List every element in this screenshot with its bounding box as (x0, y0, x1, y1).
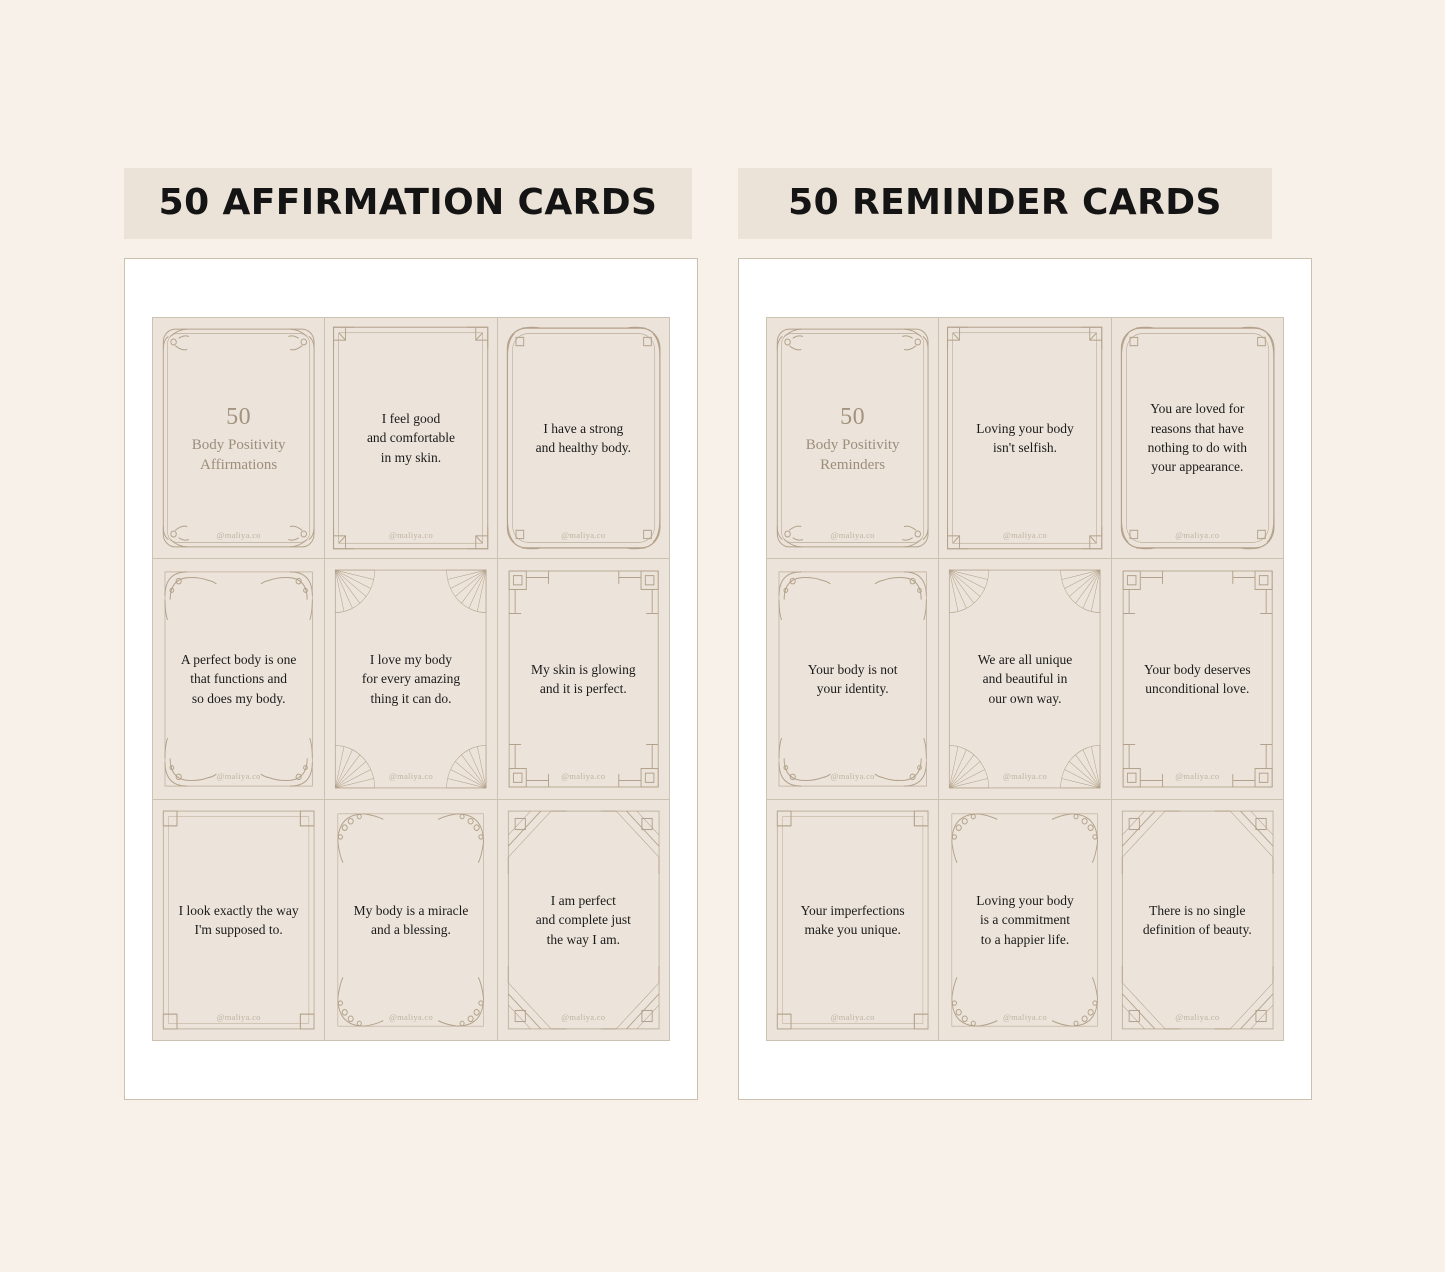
card-quote-line: and comfortable (366, 430, 456, 446)
watermark: @maliya.co (216, 530, 261, 540)
watermark: @maliya.co (1175, 771, 1220, 781)
card-quote-line: the way I am. (546, 931, 621, 947)
card-quote-line: reasons that have (1150, 420, 1244, 436)
card-quote-line: There is no single (1149, 902, 1246, 918)
cover-card (767, 318, 938, 558)
card-quote-line: and beautiful in (982, 671, 1068, 687)
card-quote-line: I'm supposed to. (194, 922, 283, 937)
watermark: @maliya.co (1002, 771, 1048, 781)
affirmation-card (498, 559, 669, 799)
card-quote-line: We are all unique (977, 652, 1073, 668)
card-quote-text (1129, 901, 1266, 940)
card-quote-line: Your body is not (807, 661, 898, 677)
card-quote-text (962, 891, 1088, 949)
watermark: @maliya.co (830, 530, 875, 540)
affirmation-card (325, 800, 496, 1040)
card-quote-line: I love my body (369, 652, 453, 668)
watermark: @maliya.co (1175, 1012, 1220, 1022)
card-quote-line: Loving your body (976, 893, 1074, 909)
card-quote-line: I have a strong (543, 420, 624, 436)
watermark: @maliya.co (216, 1012, 261, 1022)
watermark: @maliya.co (561, 771, 606, 781)
card-quote-line: My skin is glowing (531, 661, 636, 677)
card-quote-text (522, 419, 645, 458)
card-quote-line: isn't selfish. (993, 440, 1057, 455)
watermark: @maliya.co (388, 771, 434, 781)
card-quote-text (348, 650, 474, 708)
card-quote-line: I am perfect (550, 893, 616, 909)
affirmation-card (1112, 800, 1283, 1040)
card-quote-text (787, 901, 919, 940)
panel-affirmation-cards (124, 168, 704, 1100)
card-quote-line: make you unique. (804, 922, 901, 937)
card-sheet-affirmations (124, 258, 698, 1100)
card-grid-reminders (766, 317, 1284, 1041)
card-quote-text (522, 891, 645, 949)
affirmation-card (498, 318, 669, 558)
card-quote-text (167, 650, 310, 708)
card-quote-text (1134, 399, 1261, 476)
affirmation-card (153, 559, 324, 799)
card-quote-line: My body is a miracle (353, 902, 469, 918)
card-sheet-reminders (738, 258, 1312, 1100)
card-quote-line: thing it can do. (370, 690, 452, 706)
card-quote-line: and complete just (535, 912, 631, 928)
affirmation-card (325, 318, 496, 558)
card-quote-line: so does my body. (191, 690, 286, 706)
card-quote-line: and a blessing. (371, 922, 451, 937)
affirmation-card (325, 559, 496, 799)
cover-card-number: 50 (840, 403, 866, 430)
card-quote-line: You are loved for (1150, 401, 1245, 417)
panel-reminder-cards (738, 168, 1318, 1100)
watermark: @maliya.co (1175, 530, 1220, 540)
watermark: @maliya.co (830, 1012, 875, 1022)
card-quote-line: definition of beauty. (1142, 922, 1252, 937)
card-quote-line: that functions and (190, 671, 288, 687)
card-quote-line: nothing to do with (1147, 440, 1248, 455)
cover-card-title (792, 401, 914, 476)
affirmation-card (1112, 559, 1283, 799)
card-grid-affirmations (152, 317, 670, 1041)
affirmation-card (939, 800, 1110, 1040)
card-quote-text (517, 660, 650, 699)
affirmation-card (1112, 318, 1283, 558)
card-quote-line: and healthy body. (535, 440, 632, 455)
affirmation-card (939, 318, 1110, 558)
card-quote-line: our own way. (988, 690, 1062, 706)
affirmation-card (498, 800, 669, 1040)
cover-card-number: 50 (226, 403, 252, 430)
card-quote-line: is a commitment (979, 912, 1070, 928)
cover-card-line1: Body Positivity (191, 436, 286, 453)
watermark: @maliya.co (1002, 1012, 1048, 1022)
card-quote-line: in my skin. (380, 449, 442, 465)
panel-title-reminders: 50 REMINDER CARDS (738, 168, 1272, 239)
card-quote-line: your appearance. (1151, 459, 1244, 475)
card-quote-line: Your imperfections (800, 902, 905, 918)
card-quote-line: Loving your body (976, 420, 1074, 436)
affirmation-card (153, 800, 324, 1040)
cover-card-line2: Reminders (820, 457, 886, 474)
card-quote-line: I feel good (381, 411, 441, 427)
card-quote-text (353, 409, 469, 467)
card-quote-line: your identity. (816, 681, 889, 696)
card-quote-text (964, 650, 1087, 708)
watermark: @maliya.co (1002, 530, 1048, 540)
card-quote-text (340, 901, 483, 940)
card-quote-text (794, 660, 912, 699)
cover-card-line2: Affirmations (200, 457, 278, 474)
cover-card (153, 318, 324, 558)
card-quote-text (962, 419, 1088, 458)
card-quote-line: and it is perfect. (539, 681, 627, 696)
card-quote-line: for every amazing (361, 671, 461, 687)
watermark: @maliya.co (388, 530, 434, 540)
watermark: @maliya.co (830, 771, 875, 781)
watermark: @maliya.co (561, 530, 606, 540)
watermark: @maliya.co (561, 1012, 606, 1022)
affirmation-card (767, 559, 938, 799)
watermark: @maliya.co (216, 771, 261, 781)
watermark: @maliya.co (388, 1012, 434, 1022)
affirmation-card (939, 559, 1110, 799)
card-quote-text (1130, 660, 1265, 699)
affirmation-card (767, 800, 938, 1040)
card-quote-line: I look exactly the way (178, 902, 299, 918)
card-quote-line: A perfect body is one (180, 652, 297, 668)
panel-title-affirmations: 50 AFFIRMATION CARDS (124, 168, 692, 239)
card-quote-text (165, 901, 313, 940)
cover-card-title (178, 401, 300, 476)
cover-card-line1: Body Positivity (805, 436, 900, 453)
card-quote-line: to a happier life. (980, 931, 1070, 947)
card-quote-line: unconditional love. (1145, 681, 1250, 696)
card-quote-line: Your body deserves (1144, 661, 1251, 677)
